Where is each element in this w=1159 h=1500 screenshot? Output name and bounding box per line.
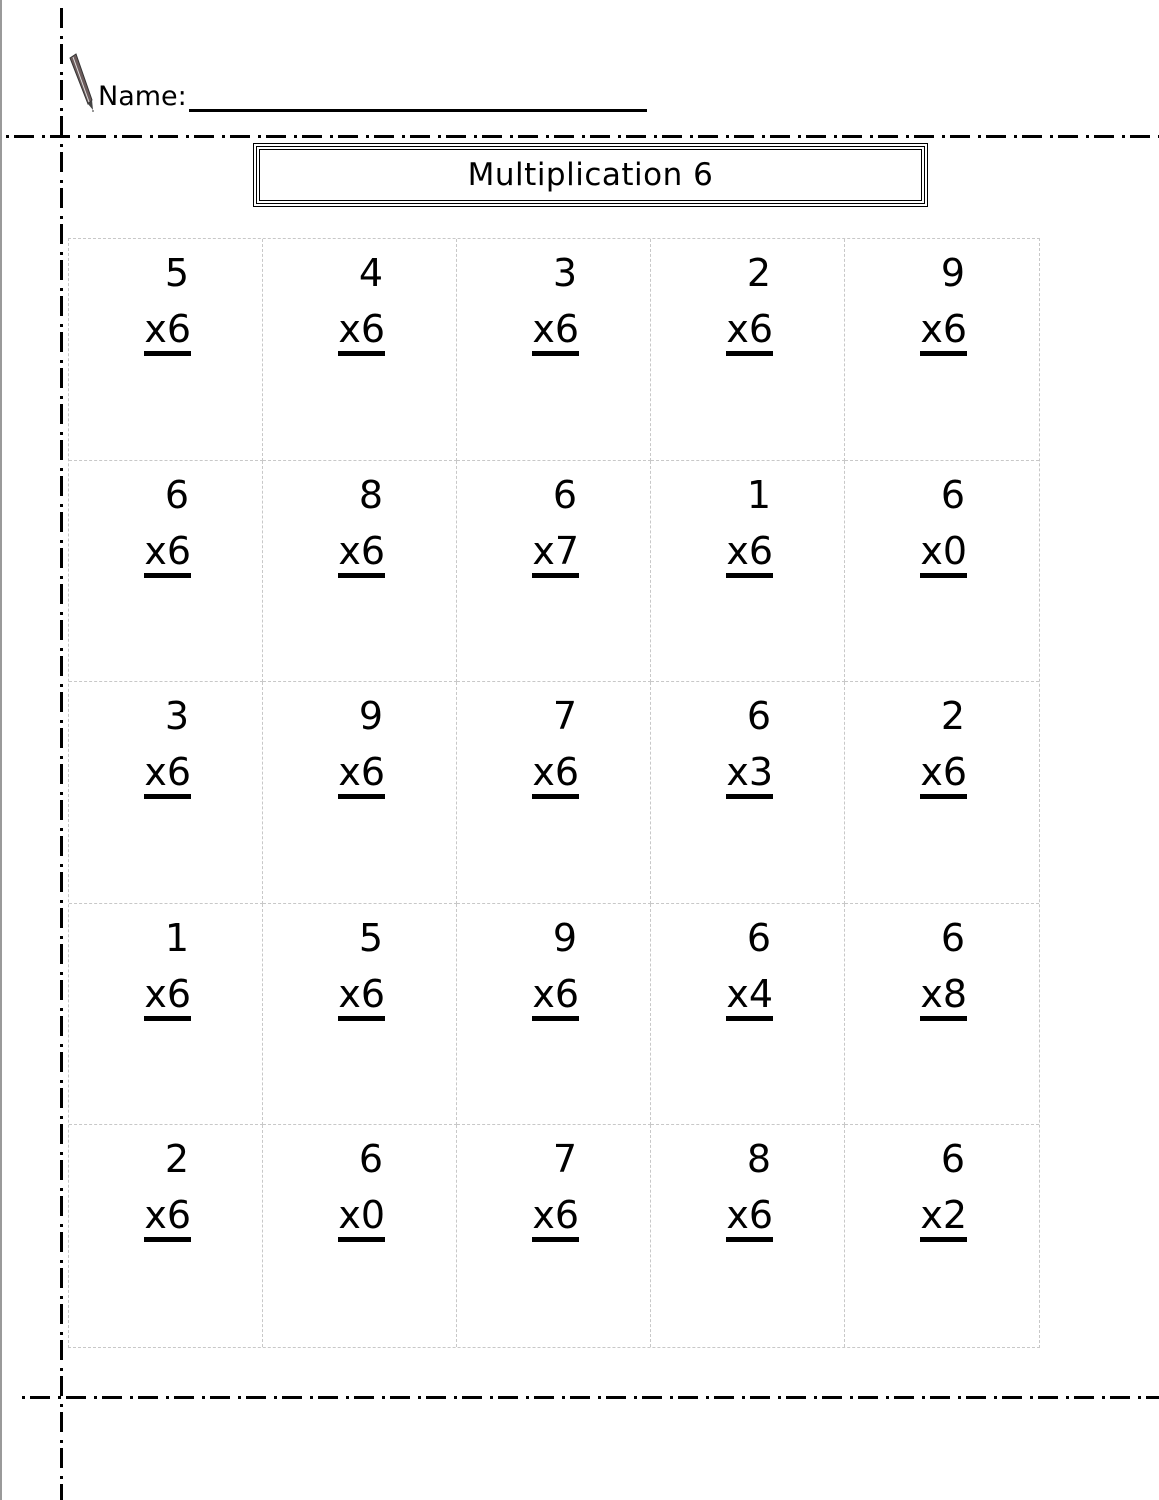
- multiplicand: 7: [552, 1137, 577, 1182]
- problem-cell[interactable]: [651, 1125, 845, 1347]
- problem-cell[interactable]: [457, 904, 651, 1126]
- multiplicand: 9: [552, 915, 577, 960]
- multiplicand: 3: [164, 694, 189, 739]
- multiplier: x6: [920, 307, 967, 356]
- multiplier: x0: [920, 529, 967, 578]
- multiplicand: 1: [746, 472, 771, 517]
- problem-cell[interactable]: [457, 682, 651, 904]
- multiplier: x7: [532, 529, 579, 578]
- vertical-cut-line: [60, 8, 63, 1500]
- multiplicand: 6: [940, 472, 965, 517]
- multiplicand: 1: [164, 915, 189, 960]
- multiplicand: 6: [164, 472, 189, 517]
- multiplicand: 9: [358, 694, 383, 739]
- problem-cell[interactable]: [845, 1125, 1039, 1347]
- problem-cell[interactable]: [69, 1125, 263, 1347]
- multiplier: x0: [338, 1193, 385, 1242]
- problem-cell[interactable]: [845, 682, 1039, 904]
- multiplier: x6: [338, 972, 385, 1021]
- multiplicand: 4: [358, 251, 383, 295]
- multiplier: x6: [920, 750, 967, 799]
- multiplier: x6: [726, 1193, 773, 1242]
- multiplicand: 6: [940, 1137, 965, 1182]
- page-left-edge: [0, 0, 2, 1500]
- problem-cell[interactable]: [651, 239, 845, 461]
- multiplicand: 9: [940, 251, 965, 295]
- multiplier: x6: [726, 307, 773, 356]
- multiplicand: 6: [746, 915, 771, 960]
- multiplicand: 2: [746, 251, 771, 295]
- multiplier: x6: [532, 1193, 579, 1242]
- problem-cell[interactable]: [845, 461, 1039, 683]
- multiplicand: 2: [940, 694, 965, 739]
- problem-cell[interactable]: [69, 682, 263, 904]
- problem-cell[interactable]: [457, 239, 651, 461]
- multiplier: x2: [920, 1193, 967, 1242]
- multiplier: x6: [532, 307, 579, 356]
- problem-cell[interactable]: [845, 239, 1039, 461]
- problem-cell[interactable]: [263, 1125, 457, 1347]
- problem-cell[interactable]: [69, 461, 263, 683]
- problem-grid: [68, 238, 1040, 1348]
- bottom-cut-line: [16, 1396, 1159, 1399]
- problem-cell[interactable]: [845, 904, 1039, 1126]
- multiplier: x6: [532, 972, 579, 1021]
- multiplier: x6: [726, 529, 773, 578]
- multiplier: x6: [532, 750, 579, 799]
- multiplicand: 6: [940, 915, 965, 960]
- multiplier: x6: [144, 1193, 191, 1242]
- name-row: [68, 52, 647, 112]
- problem-cell[interactable]: [263, 239, 457, 461]
- problem-cell[interactable]: [263, 461, 457, 683]
- top-cut-line: [0, 135, 1159, 138]
- multiplier: x4: [726, 972, 773, 1021]
- multiplier: x6: [338, 750, 385, 799]
- name-input-line[interactable]: [189, 79, 647, 112]
- multiplier: x6: [144, 307, 191, 356]
- problem-cell[interactable]: [263, 904, 457, 1126]
- multiplicand: 2: [164, 1137, 189, 1182]
- multiplier: x6: [338, 529, 385, 578]
- multiplicand: 6: [552, 472, 577, 517]
- multiplicand: 8: [746, 1137, 771, 1182]
- multiplicand: 8: [358, 472, 383, 517]
- problem-cell[interactable]: [69, 904, 263, 1126]
- multiplier: x6: [144, 529, 191, 578]
- problem-cell[interactable]: [457, 461, 651, 683]
- multiplier: x6: [144, 972, 191, 1021]
- problem-cell[interactable]: [457, 1125, 651, 1347]
- multiplier: x8: [920, 972, 967, 1021]
- multiplier: x6: [338, 307, 385, 356]
- problem-cell[interactable]: [263, 682, 457, 904]
- pencil-icon: [68, 52, 94, 112]
- multiplier: x6: [144, 750, 191, 799]
- name-label: Name:: [98, 81, 187, 112]
- multiplicand: 5: [358, 915, 383, 960]
- multiplicand: 5: [164, 251, 189, 295]
- multiplicand: 3: [552, 251, 577, 295]
- problem-cell[interactable]: [651, 682, 845, 904]
- title-box: [253, 143, 928, 207]
- problem-cell[interactable]: [651, 461, 845, 683]
- multiplicand: 6: [746, 694, 771, 739]
- multiplicand: 7: [552, 694, 577, 739]
- multiplier: x3: [726, 750, 773, 799]
- problem-cell[interactable]: [69, 239, 263, 461]
- multiplicand: 6: [358, 1137, 383, 1182]
- problem-cell[interactable]: [651, 904, 845, 1126]
- worksheet-title: Multiplication 6: [467, 157, 714, 193]
